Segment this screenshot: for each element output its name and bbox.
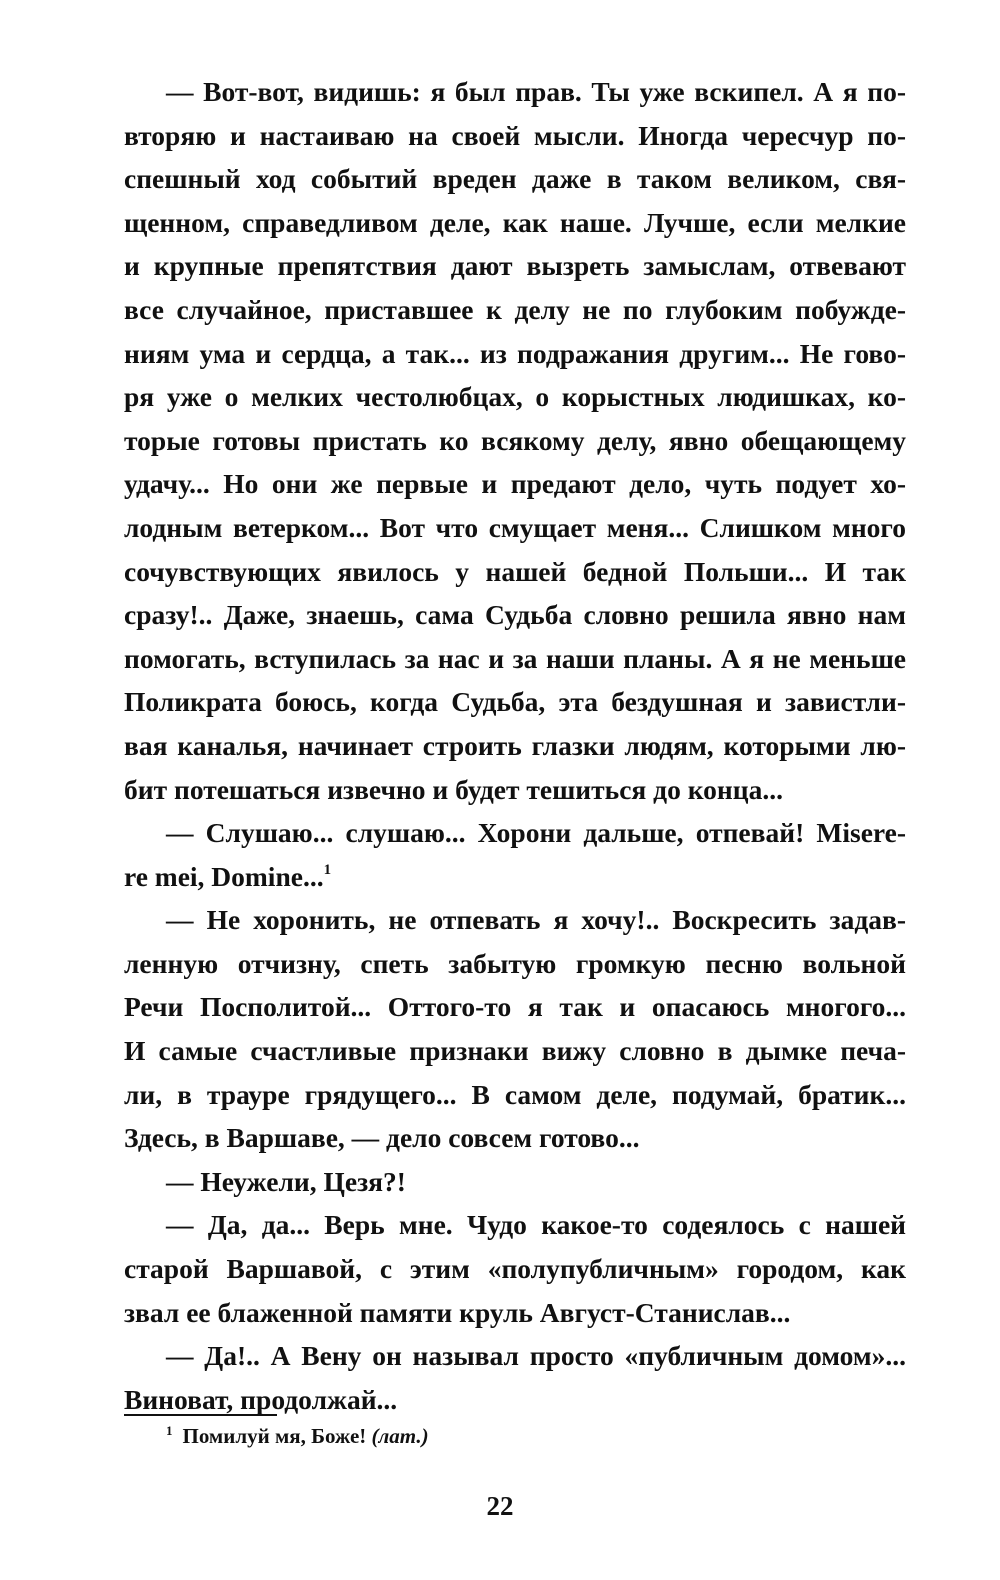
- text-line: И самые счастливые признаки вижу словно в дымке печа-: [124, 1035, 906, 1067]
- text-line-content: re mei, Domine...: [124, 860, 324, 892]
- text-line: сочувствующих явилось у нашей бедной Польши... И так: [124, 555, 906, 587]
- footnote-marker: 1: [166, 1423, 173, 1438]
- text-line: ленную отчизну, спеть забытую громкую песню вольной: [124, 947, 906, 979]
- text-line: все случайное, приставшее к делу не по глубоким побужде-: [124, 293, 906, 325]
- body-text: [124, 70, 906, 1421]
- text-line: старой Варшавой, с этим «полупубличным» городом, как: [124, 1253, 906, 1285]
- text-line: Поликрата боюсь, когда Судьба, эта бездушная и завистли-: [124, 686, 906, 718]
- text-line: — Не хоронить, не отпевать я хочу!.. Воскресить задав-: [166, 904, 906, 936]
- footnote-language: (лат.): [371, 1424, 429, 1448]
- text-line: ниям ума и сердца, а так... из подражания другим... Не гово-: [124, 337, 906, 369]
- text-line: Речи Посполитой... Оттого-то я так и опасаюсь многого...: [124, 991, 906, 1023]
- text-line: вторяю и настаиваю на своей мысли. Иногда чересчур по-: [124, 119, 906, 151]
- text-line: и крупные препятствия дают вызреть замыслам, отвевают: [124, 250, 906, 282]
- text-line: звал ее блаженной памяти круль Август-Станислав...: [124, 1296, 791, 1328]
- footnote-divider: [124, 1414, 277, 1416]
- text-line: вая каналья, начинает строить глазки людям, которыми лю-: [124, 729, 906, 761]
- text-line: Здесь, в Варшаве, — дело совсем готово...: [124, 1122, 640, 1154]
- text-line: — Неужели, Цезя?!: [166, 1165, 406, 1197]
- text-line: помогать, вступилась за нас и за наши планы. А я не меньше: [124, 642, 906, 674]
- text-line: — Да, да... Верь мне. Чудо какое-то содеялось с нашей: [166, 1209, 906, 1241]
- page-number: 22: [486, 1491, 514, 1521]
- text-line-with-footnote-ref: [124, 855, 906, 899]
- footnote: [166, 1421, 429, 1451]
- text-line: лодным ветерком... Вот что смущает меня... Слишком много: [124, 511, 906, 543]
- text-line: торые готовы пристать ко всякому делу, явно обещающему: [124, 424, 906, 456]
- text-line: — Вот-вот, видишь: я был прав. Ты уже вскипел. А я по-: [166, 76, 906, 107]
- text-line: Виноват, продолжай...: [124, 1383, 398, 1415]
- text-line: спешный ход событий вреден даже в таком великом, свя-: [124, 163, 906, 195]
- text-line: ря уже о мелких честолюбцах, о корыстных людишках, ко-: [124, 381, 906, 413]
- text-line: удачу... Но они же первые и предают дело, чуть подует хо-: [124, 468, 906, 500]
- text-line: — Да!.. А Вену он называл просто «публичным домом»...: [166, 1340, 906, 1372]
- text-line: щенном, справедливом деле, как наше. Лучше, если мелкие: [124, 206, 906, 238]
- text-line: сразу!.. Даже, знаешь, сама Судьба словно решила явно нам: [124, 599, 906, 631]
- footnote-reference: 1: [323, 861, 332, 878]
- text-line: ли, в трауре грядущего... В самом деле, подумай, братик...: [124, 1078, 906, 1110]
- footnote-text: Помилуй мя, Боже!: [182, 1424, 367, 1448]
- text-line: — Слушаю... слушаю... Хорони дальше, отпевай! Misere-: [166, 817, 906, 849]
- text-line: бит потешаться извечно и будет тешиться до конца...: [124, 773, 783, 805]
